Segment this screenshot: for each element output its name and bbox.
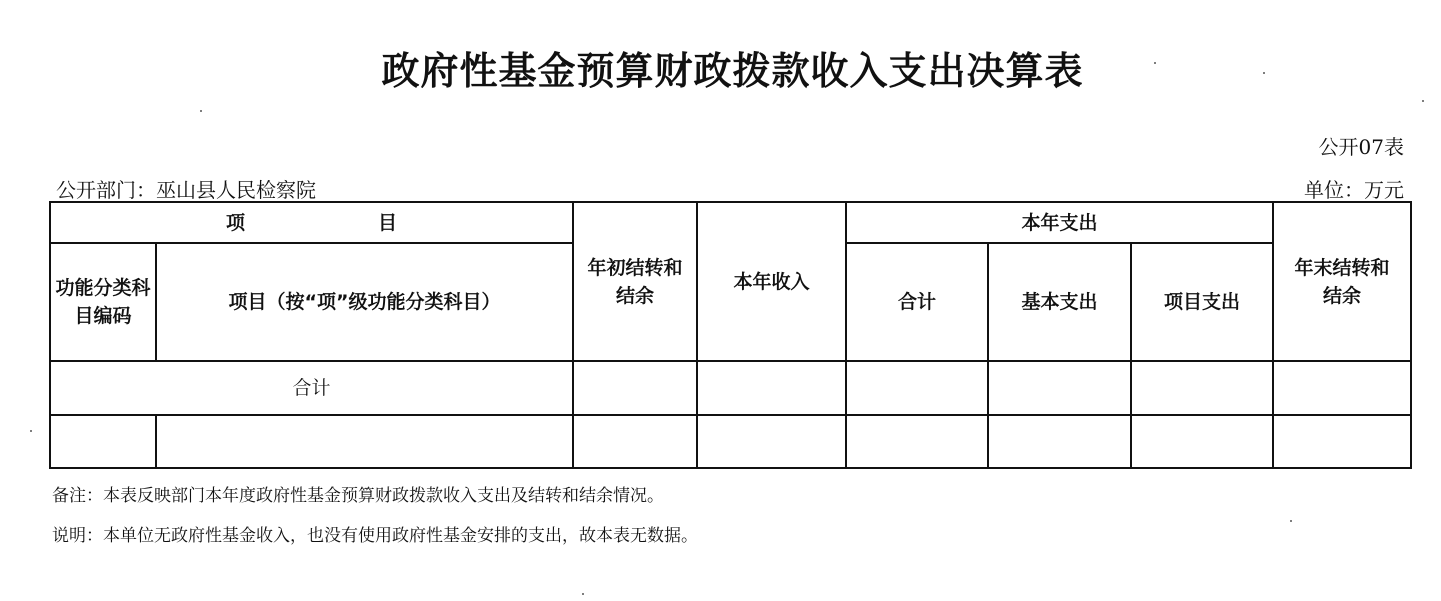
empty-cell <box>697 415 846 468</box>
scan-speck <box>1422 100 1424 102</box>
empty-cell <box>988 415 1131 468</box>
item-name-header: 项目（按“项”级功能分类科目） <box>156 243 573 361</box>
expense-basic-header: 基本支出 <box>988 243 1131 361</box>
total-basic-cell <box>988 361 1131 415</box>
total-project-cell <box>1131 361 1273 415</box>
scan-speck <box>1290 520 1292 522</box>
expense-project-header: 项目支出 <box>1131 243 1273 361</box>
empty-cell <box>50 415 156 468</box>
department-label: 公开部门：巫山县人民检察院 <box>56 178 316 202</box>
remark-note: 备注：本表反映部门本年度政府性基金预算财政拨款收入支出及结转和结余情况。 <box>52 486 664 506</box>
table-row <box>50 415 1411 468</box>
total-expense-cell <box>846 361 988 415</box>
scan-speck <box>200 110 202 112</box>
total-closing-cell <box>1273 361 1411 415</box>
scan-speck <box>582 593 584 595</box>
budget-table <box>49 201 1412 469</box>
empty-cell <box>1273 415 1411 468</box>
page-title: 政府性基金预算财政拨款收入支出决算表 <box>381 49 1084 93</box>
form-code: 公开07表 <box>1318 135 1404 159</box>
header-row-1 <box>50 202 1411 243</box>
total-label: 合计 <box>50 361 573 415</box>
empty-cell <box>156 415 573 468</box>
scan-speck <box>1154 62 1156 64</box>
expense-total-header: 合计 <box>846 243 988 361</box>
total-opening-cell <box>573 361 697 415</box>
empty-cell <box>846 415 988 468</box>
empty-cell <box>573 415 697 468</box>
closing-balance-header: 年末结转和结余 <box>1273 202 1411 361</box>
function-code-header: 功能分类科目编码 <box>50 243 156 361</box>
item-group-header: 项 目 <box>50 202 573 243</box>
total-row <box>50 361 1411 415</box>
opening-balance-header: 年初结转和结余 <box>573 202 697 361</box>
annual-expense-header: 本年支出 <box>846 202 1273 243</box>
explanation-note: 说明：本单位无政府性基金收入，也没有使用政府性基金安排的支出，故本表无数据。 <box>52 526 698 546</box>
total-income-cell <box>697 361 846 415</box>
empty-cell <box>1131 415 1273 468</box>
scan-speck <box>30 430 32 432</box>
scan-speck <box>1263 72 1265 74</box>
annual-income-header: 本年收入 <box>697 202 846 361</box>
unit-label: 单位：万元 <box>1304 178 1404 202</box>
